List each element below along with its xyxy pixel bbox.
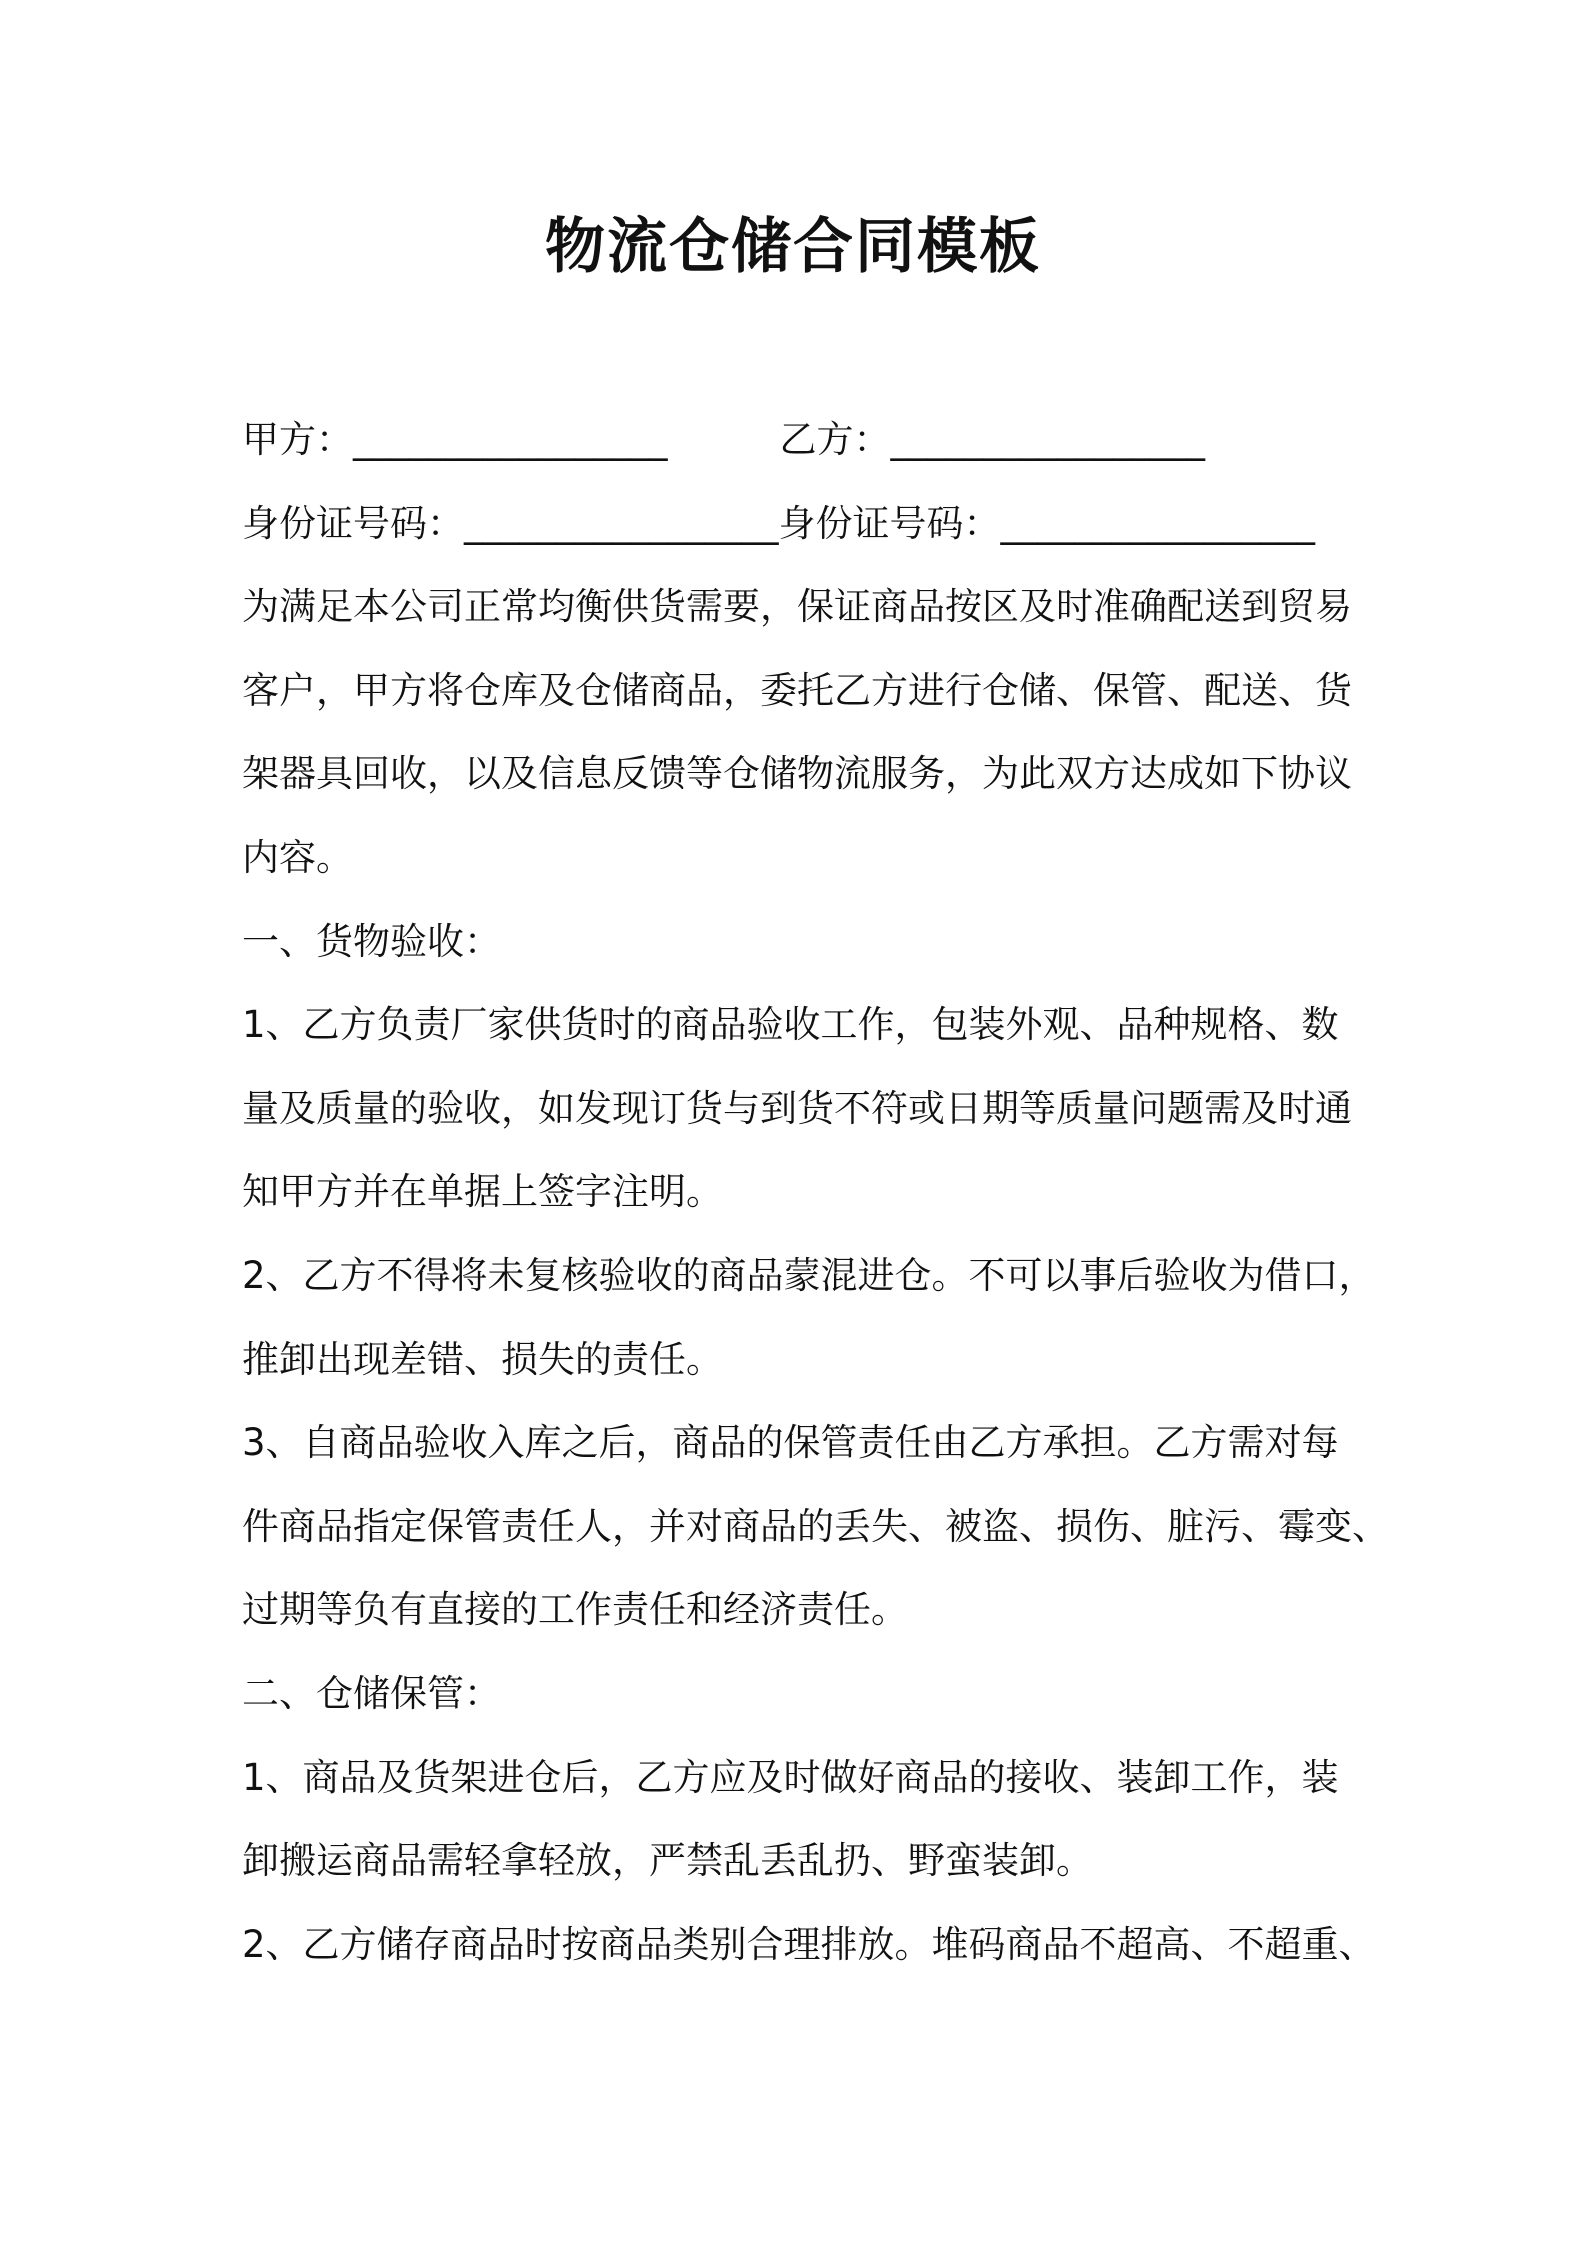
- id-b-blank: _________________: [1000, 501, 1315, 545]
- clause-line: 1、商品及货架进仓后，乙方应及时做好商品的接收、装卸工作，装: [242, 1755, 1339, 1799]
- intro-line: 客户，甲方将仓库及仓储商品，委托乙方进行仓储、保管、配送、货: [242, 668, 1352, 712]
- clause-line: 知甲方并在单据上签字注明。: [242, 1170, 723, 1214]
- clause-line: 1、乙方负责厂家供货时的商品验收工作，包装外观、品种规格、数: [242, 1003, 1339, 1047]
- id-b-label: 身份证号码：: [778, 501, 1001, 545]
- clause-line: 过期等负有直接的工作责任和经济责任。: [242, 1588, 908, 1632]
- section-heading-goods-inspection: 一、货物验收：: [242, 919, 501, 963]
- party-b-label: 乙方：: [779, 418, 891, 461]
- party-line: [242, 398, 1372, 482]
- party-b-blank: _________________: [890, 418, 1205, 461]
- clause-line: 量及质量的验收，如发现订货与到货不符或日期等质量问题需及时通: [242, 1086, 1352, 1130]
- clause-line: 件商品指定保管责任人，并对商品的丢失、被盗、损伤、脏污、霉变、: [242, 1504, 1389, 1548]
- id-a-blank: _________________: [464, 501, 779, 545]
- id-line: [242, 482, 1372, 566]
- clause-line: 2、乙方不得将未复核验收的商品蒙混进仓。不可以事后验收为借口，: [242, 1253, 1376, 1297]
- id-a-label: 身份证号码：: [242, 501, 464, 545]
- document-body: [242, 398, 1389, 1986]
- clause-line: 2、乙方储存商品时按商品类别合理排放。堆码商品不超高、不超重、: [242, 1922, 1376, 1966]
- party-a-label: 甲方：: [242, 418, 353, 461]
- clause-line: 卸搬运商品需轻拿轻放，严禁乱丢乱扔、野蛮装卸。: [242, 1839, 1093, 1883]
- party-a-blank: _________________: [353, 418, 668, 461]
- document-title: 物流仓储合同模板: [545, 212, 1041, 282]
- intro-line: 架器具回收，以及信息反馈等仓储物流服务，为此双方达成如下协议: [242, 752, 1352, 796]
- intro-line: 内容。: [242, 835, 353, 879]
- clause-line: 3、自商品验收入库之后，商品的保管责任由乙方承担。乙方需对每: [242, 1421, 1339, 1465]
- clause-line: 推卸出现差错、损失的责任。: [242, 1337, 723, 1381]
- section-heading-storage: 二、仓储保管：: [242, 1671, 501, 1715]
- intro-line: 为满足本公司正常均衡供货需要，保证商品按区及时准确配送到贸易: [242, 585, 1352, 629]
